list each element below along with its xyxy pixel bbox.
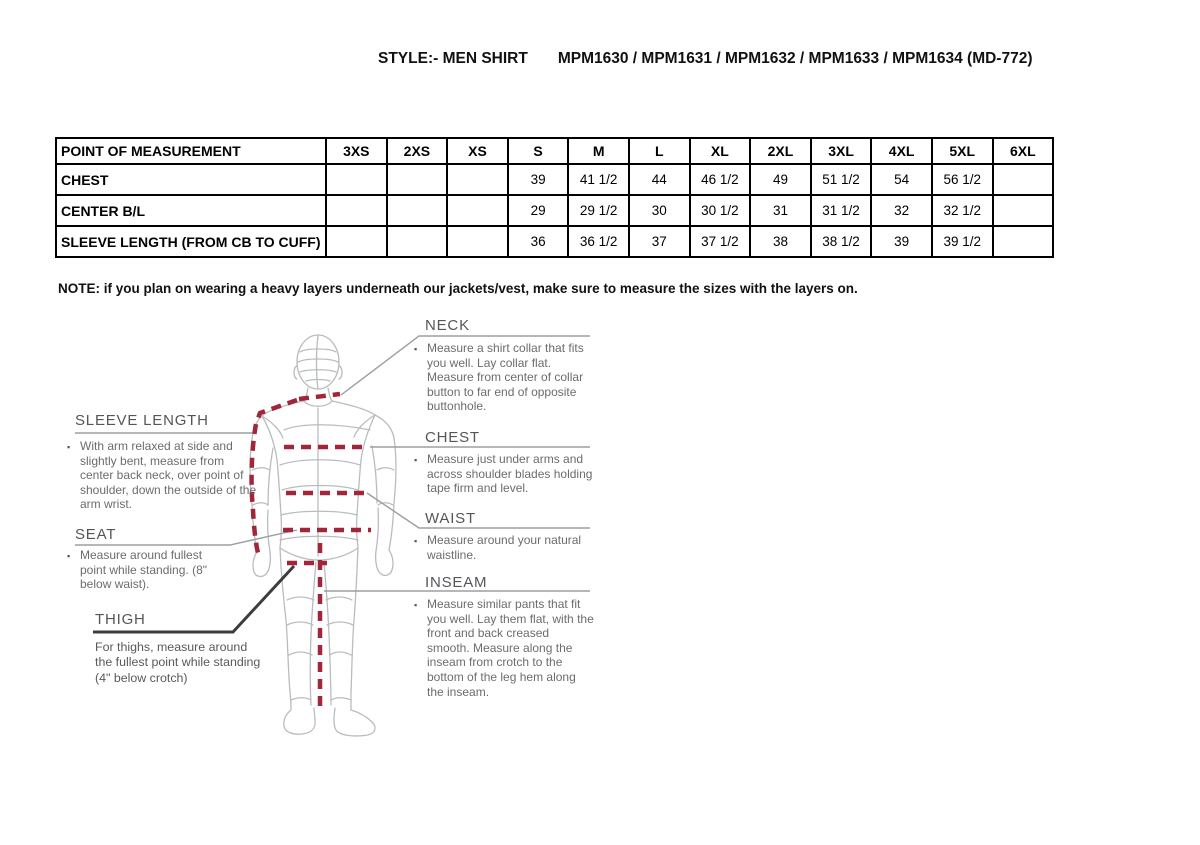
measurement-value-cell: 36 1/2 bbox=[568, 226, 629, 257]
sleeve-length-description: ▪ With arm relaxed at side and slightly bent, measure from center back neck, over point of shoulder, down the outside of the arm wrist. bbox=[67, 439, 257, 512]
guide-section-neck bbox=[414, 317, 584, 414]
measurement-value-cell: 30 1/2 bbox=[690, 195, 751, 226]
measurement-value-cell: 54 bbox=[871, 164, 932, 195]
size-table-body bbox=[56, 164, 1053, 257]
neck-description: ▪ Measure a shirt collar that fits you well. Lay collar flat. Measure from center of collar button to far end of opposite buttonhole. bbox=[414, 341, 584, 414]
measurement-value-cell: 39 1/2 bbox=[932, 226, 993, 257]
measurement-value-cell: 51 1/2 bbox=[811, 164, 872, 195]
measurement-value-cell bbox=[387, 195, 448, 226]
measurement-value-cell: 39 bbox=[508, 164, 569, 195]
column-header-size-3xs: 3XS bbox=[326, 138, 387, 164]
column-header-size-xl: XL bbox=[690, 138, 751, 164]
column-header-size-s: S bbox=[508, 138, 569, 164]
mannequin-figure-icon bbox=[250, 335, 396, 736]
column-header-size-xs: XS bbox=[447, 138, 508, 164]
column-header-size-m: M bbox=[568, 138, 629, 164]
measurement-value-cell bbox=[326, 164, 387, 195]
measurement-value-cell: 31 bbox=[750, 195, 811, 226]
measurement-value-cell: 30 bbox=[629, 195, 690, 226]
page-title bbox=[378, 50, 1033, 68]
style-codes: MPM1630 / MPM1631 / MPM1632 / MPM1633 / MPM1634 (MD-772) bbox=[557, 50, 1033, 67]
sleeve-dash bbox=[252, 400, 297, 553]
table-row bbox=[56, 226, 1053, 257]
measurement-value-cell: 41 1/2 bbox=[568, 164, 629, 195]
neck-dash bbox=[299, 394, 340, 399]
measurement-value-cell: 39 bbox=[871, 226, 932, 257]
guide-section-sleeve-length bbox=[67, 412, 257, 512]
measurement-value-cell: 29 bbox=[508, 195, 569, 226]
measurement-value-cell: 56 1/2 bbox=[932, 164, 993, 195]
measurement-value-cell: 31 1/2 bbox=[811, 195, 872, 226]
measurement-value-cell: 36 bbox=[508, 226, 569, 257]
measurement-value-cell: 37 1/2 bbox=[690, 226, 751, 257]
measurement-value-cell: 32 1/2 bbox=[932, 195, 993, 226]
inseam-description: ▪ Measure similar pants that fit you well. Lay them flat, with the front and back creased smooth. Measure along the inseam from crotch to the bottom of the leg hem along the inseam. bbox=[414, 597, 594, 699]
neck-heading: NECK bbox=[425, 317, 470, 334]
measurement-value-cell: 38 1/2 bbox=[811, 226, 872, 257]
bullet-icon: ▪ bbox=[414, 536, 418, 546]
measurement-value-cell: 46 1/2 bbox=[690, 164, 751, 195]
measurement-value-cell: 44 bbox=[629, 164, 690, 195]
column-header-size-l: L bbox=[629, 138, 690, 164]
column-header-size-6xl: 6XL bbox=[993, 138, 1054, 164]
bullet-icon: ▪ bbox=[67, 551, 71, 561]
measurement-value-cell: 38 bbox=[750, 226, 811, 257]
waist-heading: WAIST bbox=[425, 510, 476, 527]
thigh-description: For thighs, measure around the fullest point while standing (4" below crotch) bbox=[95, 640, 261, 685]
style-label: STYLE:- MEN SHIRT bbox=[378, 50, 528, 67]
measurement-value-cell bbox=[993, 226, 1054, 257]
inseam-heading: INSEAM bbox=[425, 574, 488, 591]
bullet-icon: ▪ bbox=[414, 455, 418, 465]
seat-description: ▪ Measure around fullest point while standing. (8" below waist). bbox=[67, 548, 208, 592]
measurement-value-cell bbox=[993, 195, 1054, 226]
guide-section-waist bbox=[414, 510, 582, 562]
measurement-value-cell bbox=[447, 164, 508, 195]
measurement-dash-lines bbox=[252, 394, 371, 708]
measurement-value-cell: 29 1/2 bbox=[568, 195, 629, 226]
guide-section-chest bbox=[414, 429, 593, 496]
bullet-icon: ▪ bbox=[414, 600, 418, 610]
measurement-value-cell: 32 bbox=[871, 195, 932, 226]
measurement-value-cell bbox=[326, 195, 387, 226]
measurement-value-cell bbox=[993, 164, 1054, 195]
measurement-value-cell bbox=[326, 226, 387, 257]
size-table bbox=[55, 137, 1054, 258]
measurement-value-cell bbox=[387, 226, 448, 257]
measurement-value-cell: 37 bbox=[629, 226, 690, 257]
guide-section-seat bbox=[67, 526, 208, 592]
chest-description: ▪ Measure just under arms and across shoulder blades holding tape firm and level. bbox=[414, 452, 593, 496]
chest-heading: CHEST bbox=[425, 429, 480, 446]
column-header-size-2xl: 2XL bbox=[750, 138, 811, 164]
column-header-size-5xl: 5XL bbox=[932, 138, 993, 164]
row-label: SLEEVE LENGTH (FROM CB TO CUFF) bbox=[56, 226, 326, 257]
seat-heading: SEAT bbox=[75, 526, 117, 543]
row-label: CHEST bbox=[56, 164, 326, 195]
sleeve-length-heading: SLEEVE LENGTH bbox=[75, 412, 209, 429]
measurement-value-cell bbox=[447, 195, 508, 226]
bullet-icon: ▪ bbox=[414, 344, 418, 354]
column-header-size-4xl: 4XL bbox=[871, 138, 932, 164]
column-header-size-3xl: 3XL bbox=[811, 138, 872, 164]
waist-description: ▪ Measure around your natural waistline. bbox=[414, 533, 582, 562]
note-text: NOTE: if you plan on wearing a heavy layers underneath our jackets/vest, make sure to measure the sizes with the layers on. bbox=[58, 281, 858, 296]
thigh-heading: THIGH bbox=[95, 611, 146, 628]
table-row bbox=[56, 164, 1053, 195]
column-header-point-of-measurement: POINT OF MEASUREMENT bbox=[56, 138, 326, 164]
bullet-icon: ▪ bbox=[67, 442, 71, 452]
table-row bbox=[56, 195, 1053, 226]
row-label: CENTER B/L bbox=[56, 195, 326, 226]
guide-section-thigh bbox=[95, 611, 261, 685]
measurement-value-cell bbox=[447, 226, 508, 257]
measurement-value-cell: 49 bbox=[750, 164, 811, 195]
size-table-header bbox=[56, 138, 1053, 164]
guide-section-inseam bbox=[414, 574, 594, 699]
measurement-value-cell bbox=[387, 164, 448, 195]
column-header-size-2xs: 2XS bbox=[387, 138, 448, 164]
